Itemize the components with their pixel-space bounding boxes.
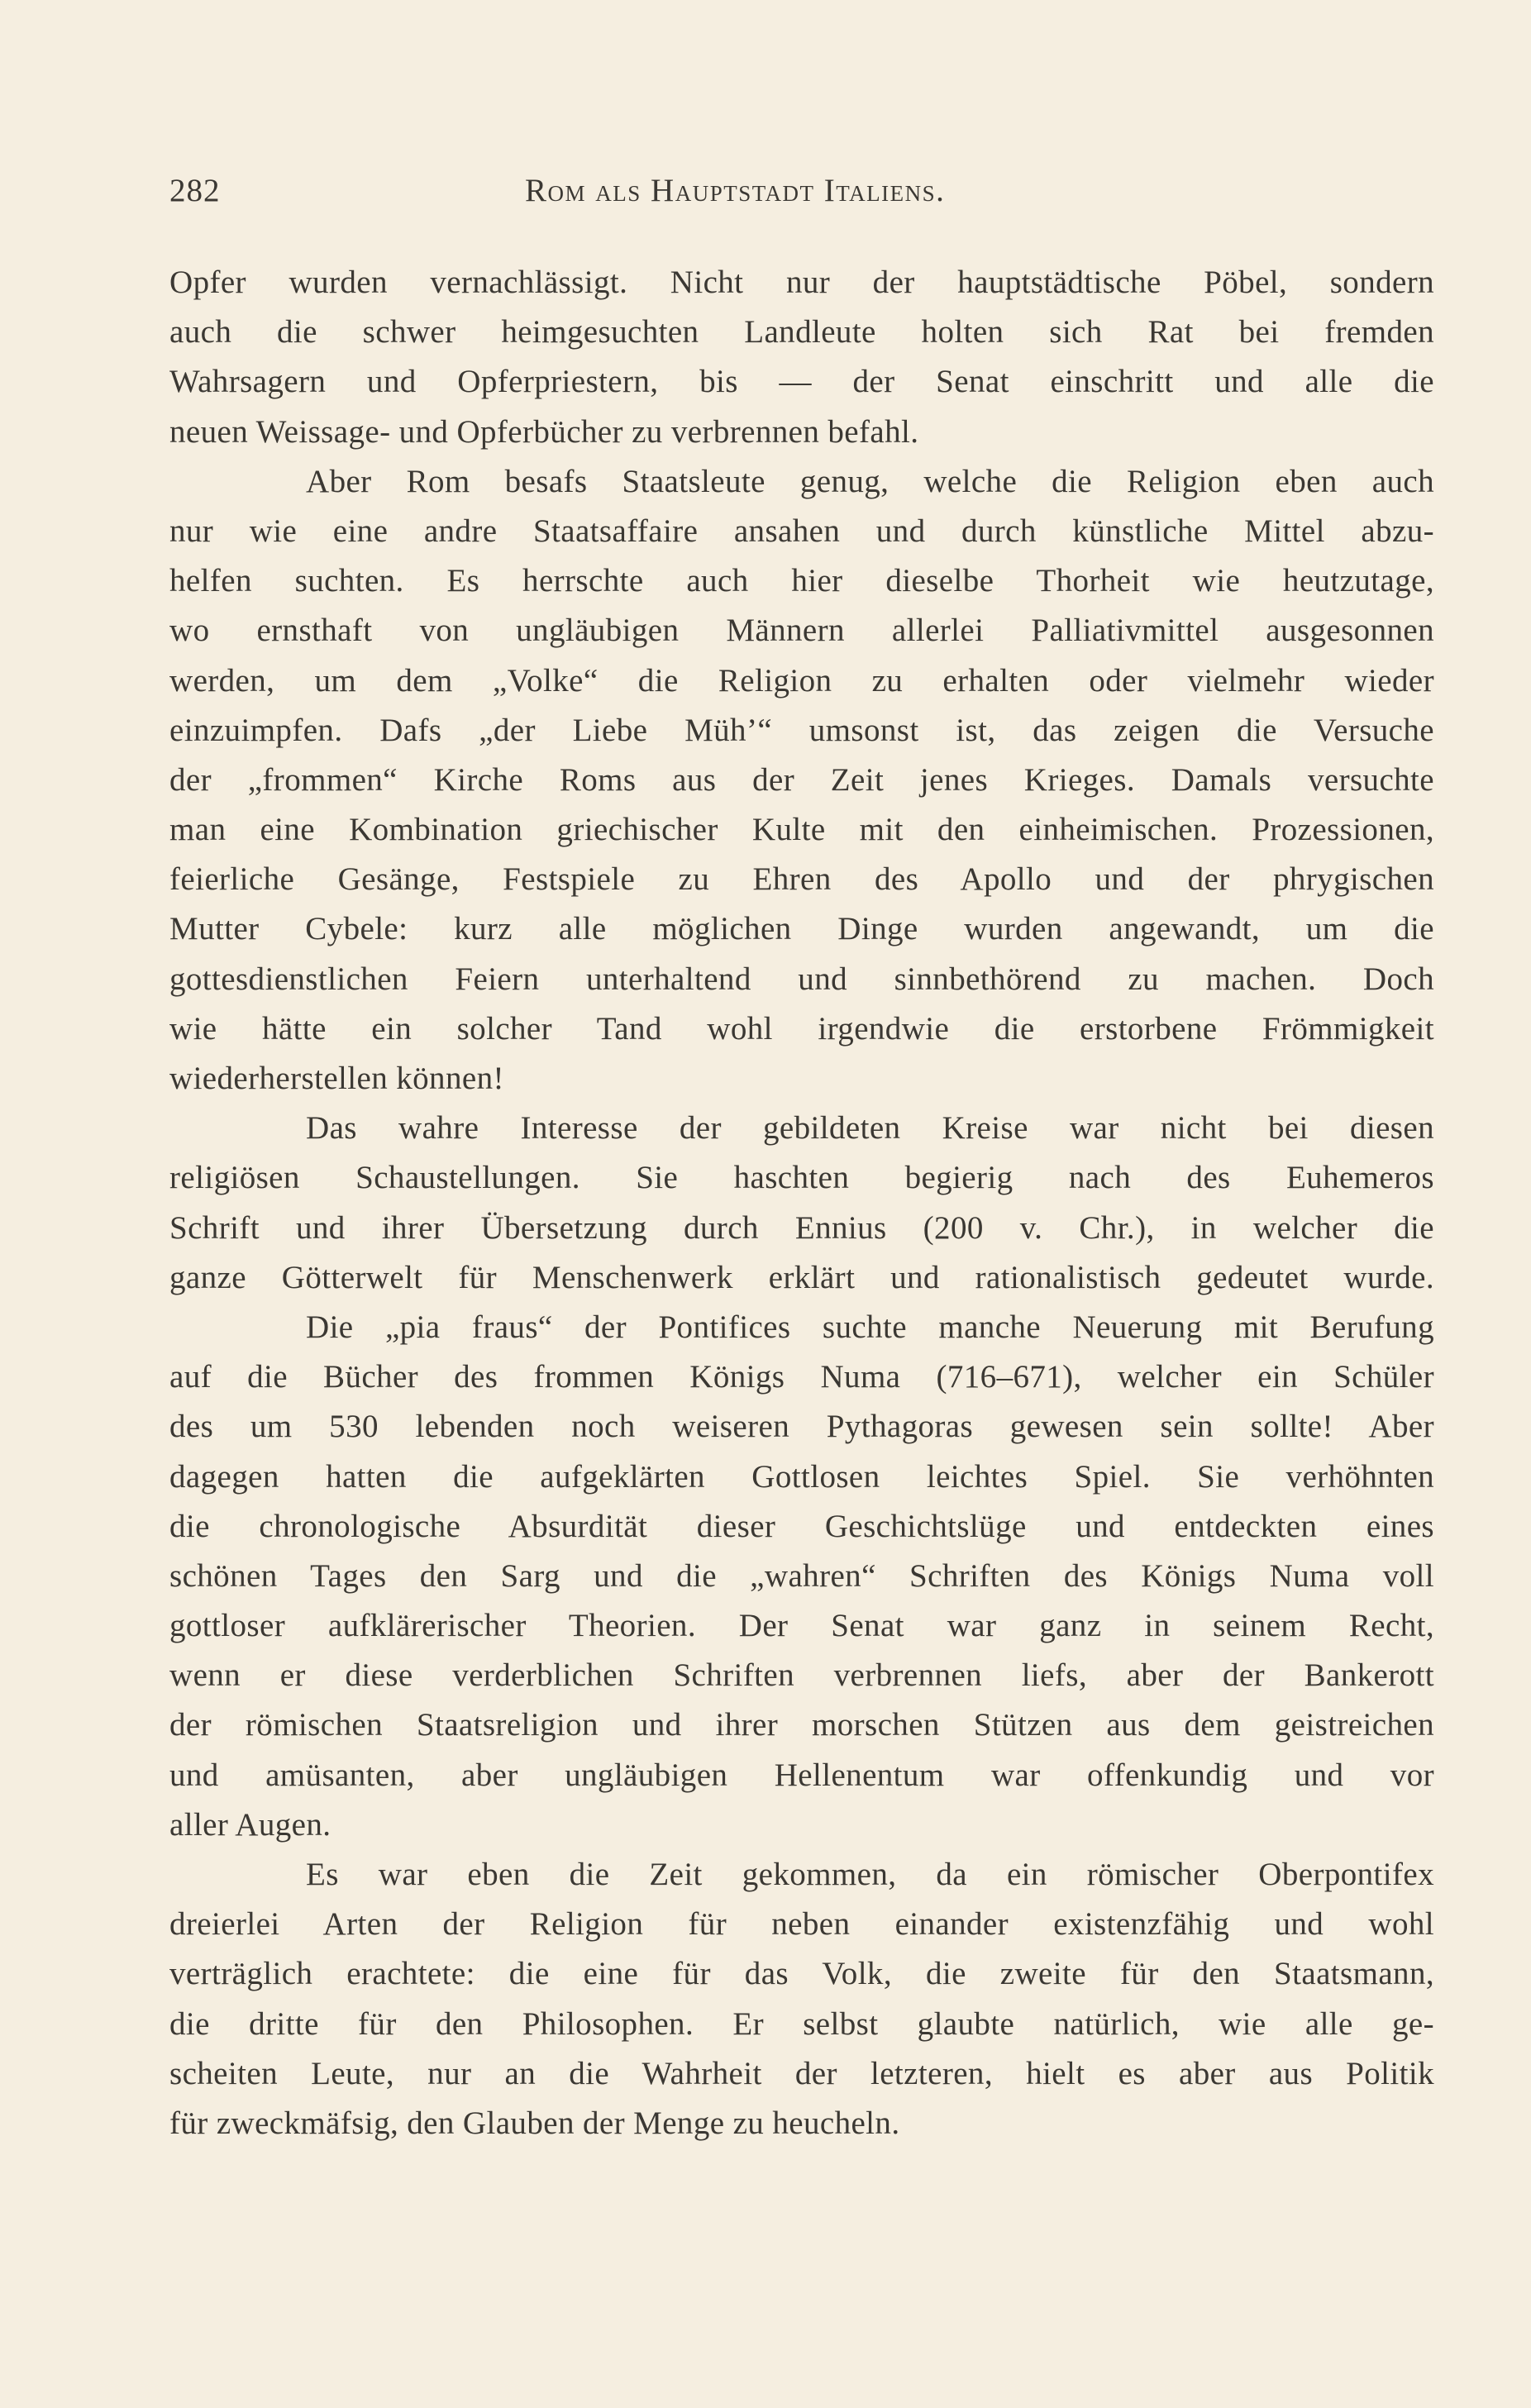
paragraph-3 xyxy=(169,1104,1434,1303)
text-line: der „frommen“ Kirche Roms aus der Zeit jenes Krieges. Damals versuchte xyxy=(169,761,1434,798)
text-line: Das wahre Interesse der gebildeten Kreise war nicht bei diesen xyxy=(306,1110,1434,1147)
text-line: dagegen hatten die aufgeklärten Gottlosen leichtes Spiel. Sie verhöhnten xyxy=(169,1458,1434,1495)
text-line: Schrift und ihrer Übersetzung durch Ennius (200 v. Chr.), in welcher die xyxy=(169,1209,1434,1246)
text-line: Opfer wurden vernachlässigt. Nicht nur der hauptstädtische Pöbel, sondern xyxy=(169,265,1434,300)
text-line: wo ernsthaft von ungläubigen Männern allerlei Palliativmittel ausgesonnen xyxy=(169,613,1434,649)
text-line: auf die Bücher des frommen Königs Numa (716–671), welcher ein Schüler xyxy=(169,1359,1434,1395)
running-title: Rom als Hauptstadt Italiens. xyxy=(525,173,946,208)
paragraph-5 xyxy=(169,1850,1434,2148)
text-line: wie hätte ein solcher Tand wohl irgendwie die erstorbene Frömmigkeit xyxy=(169,1010,1434,1047)
text-line: werden, um dem „Volke“ die Religion zu erhalten oder vielmehr wieder xyxy=(169,662,1434,699)
text-line: wenn er diese verderblichen Schriften verbrennen liefs, aber der Bankerott xyxy=(169,1657,1434,1694)
text-line: für zweckmäfsig, den Glauben der Menge zu heucheln. xyxy=(169,2105,900,2141)
text-line: Wahrsagern und Opferpriestern, bis — der Senat einschritt und alle die xyxy=(169,364,1434,400)
text-line: die chronologische Absurdität dieser Geschichtslüge und entdeckten eines xyxy=(169,1508,1434,1544)
text-line: einzuimpfen. Dafs „der Liebe Müh’“ umsonst ist, das zeigen die Versuche xyxy=(169,712,1434,748)
text-line: die dritte für den Philosophen. Er selbst glaubte natürlich, wie alle ge- xyxy=(169,2005,1434,2042)
text-line: Es war eben die Zeit gekommen, da ein römischer Oberpontifex xyxy=(306,1857,1434,1892)
text-line: dreierlei Arten der Religion für neben einander existenzfähig und wohl xyxy=(169,1906,1434,1943)
text-line: neuen Weissage- und Opferbücher zu verbrennen befahl. xyxy=(169,413,919,450)
text-line: des um 530 lebenden noch weiseren Pythagoras gewesen sein sollte! Aber xyxy=(169,1409,1434,1445)
text-line: schönen Tages den Sarg und die „wahren“ Schriften des Königs Numa voll xyxy=(169,1557,1434,1594)
paragraph-2 xyxy=(169,457,1434,1104)
text-line: scheiten Leute, nur an die Wahrheit der letzteren, hielt es aber aus Politik xyxy=(169,2055,1434,2091)
text-line: und amüsanten, aber ungläubigen Hellenentum war offenkundig und vor xyxy=(169,1757,1434,1793)
text-line: gottesdienstlichen Feiern unterhaltend und sinnbethörend zu machen. Doch xyxy=(169,961,1434,997)
text-line: helfen suchten. Es herrschte auch hier dieselbe Thorheit wie heutzutage, xyxy=(169,563,1434,599)
text-line: Die „pia fraus“ der Pontifices suchte manche Neuerung mit Berufung xyxy=(306,1309,1434,1345)
paragraph-4 xyxy=(169,1303,1434,1850)
paragraph-1 xyxy=(169,258,1434,457)
body-text xyxy=(169,258,1434,2148)
text-line: der römischen Staatsreligion und ihrer morschen Stützen aus dem geistreichen xyxy=(169,1707,1434,1743)
text-line: Mutter Cybele: kurz alle möglichen Dinge wurden angewandt, um die xyxy=(169,911,1434,947)
text-line: gottloser aufklärerischer Theorien. Der Senat war ganz in seinem Recht, xyxy=(169,1608,1434,1644)
text-line: aller Augen. xyxy=(169,1806,331,1843)
running-head xyxy=(169,172,1360,222)
text-line: religiösen Schaustellungen. Sie haschten begierig nach des Euhemeros xyxy=(169,1160,1434,1196)
page-number: 282 xyxy=(169,173,221,208)
text-line: man eine Kombination griechischer Kulte mit den einheimischen. Prozessionen, xyxy=(169,812,1434,848)
text-line: verträglich erachtete: die eine für das Volk, die zweite für den Staatsmann, xyxy=(169,1956,1434,1992)
text-line: nur wie eine andre Staatsaffaire ansahen und durch künstliche Mittel abzu- xyxy=(169,513,1434,549)
text-line: Aber Rom besafs Staatsleute genug, welche die Religion eben auch xyxy=(306,463,1434,499)
text-line: wiederherstellen können! xyxy=(169,1061,504,1096)
text-line: ganze Götterwelt für Menschenwerk erklärt und rationalistisch gedeutet wurde. xyxy=(169,1259,1434,1295)
text-line: auch die schwer heimgesuchten Landleute holten sich Rat bei fremden xyxy=(169,314,1434,350)
text-line: feierliche Gesänge, Festspiele zu Ehren des Apollo und der phrygischen xyxy=(169,861,1434,898)
